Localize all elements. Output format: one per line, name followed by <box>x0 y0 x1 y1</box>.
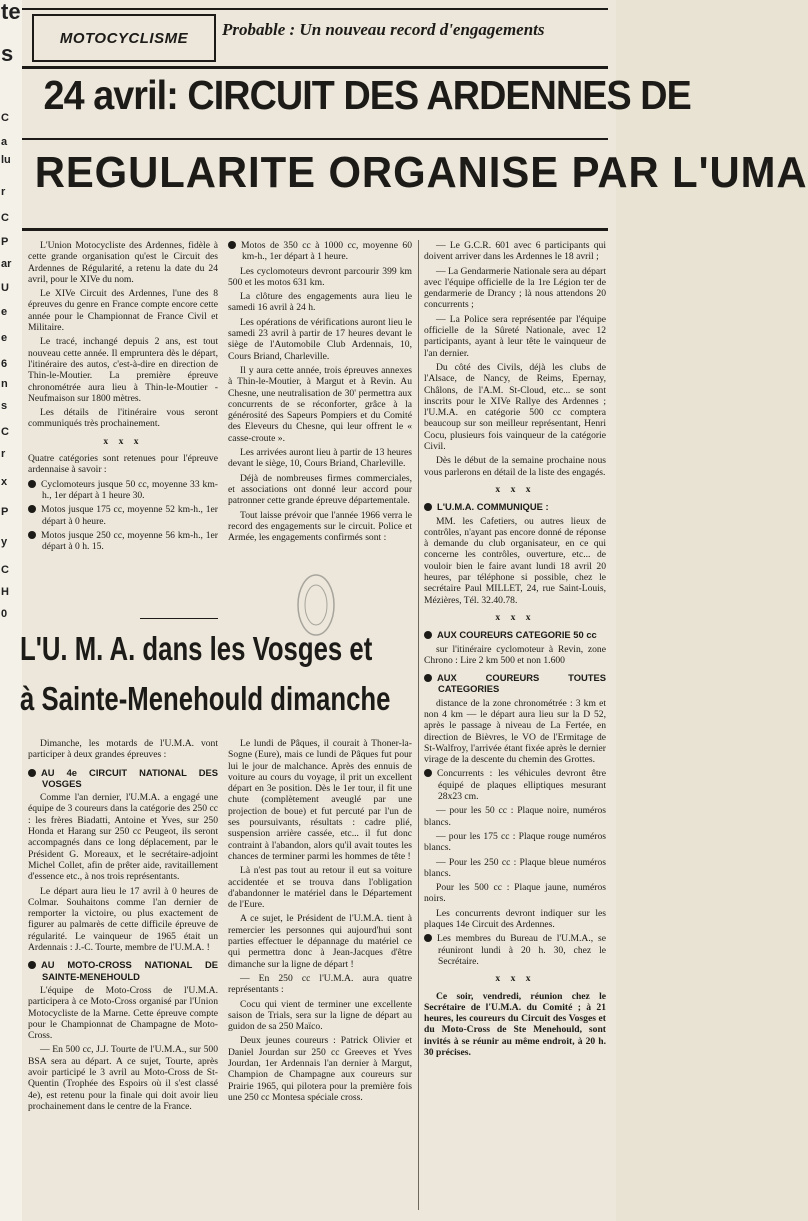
bullet-icon <box>28 480 36 488</box>
headline-rule-mid <box>22 138 608 140</box>
bullet-icon <box>28 769 36 777</box>
paragraph: — Le G.C.R. 601 avec 6 participants qui doivent arriver dans les Ardennes le 18 avril ; <box>424 240 606 263</box>
paragraph: — En 250 cc l'U.M.A. aura quatre représentants : <box>228 972 412 996</box>
paragraph: Dès le début de la semaine prochaine nous vous parlerons en détail de la liste des engagés. <box>424 455 606 478</box>
separator-stars: x x x <box>495 483 535 495</box>
bullet-icon <box>228 241 236 249</box>
paragraph: Dimanche, les motards de l'U.M.A. vont participer à deux grandes épreuves : <box>28 738 218 761</box>
paragraph: La clôture des engagements aura lieu le samedi 16 avril à 24 h. <box>228 291 412 314</box>
paragraph: Les cyclomoteurs devront parcourir 399 km 500 et les motos 631 km. <box>228 265 412 288</box>
paragraph: Le départ aura lieu le 17 avril à 0 heures de Colmar. Souhaitons comme l'an dernier de remporter la victoire, ou plus exactement de figurer au palmarès de cette difficile épreuve de régularité. Le vainqueur de 1965 était un Ardennais : J.-C. Tourte, membre de l'U.M.A. ! <box>28 885 218 954</box>
paragraph: Les membres du Bureau de l'U.M.A., se réuniront lundi à 20 h. 30, chez le Secrétaire. <box>424 933 606 967</box>
top-rule <box>22 8 608 10</box>
subheading: AU 4e CIRCUIT NATIONAL DES VOSGES <box>28 767 218 790</box>
category-item: Motos jusque 250 cc, moyenne 56 km-h., 1er départ à 0 h. 15. <box>28 530 218 553</box>
main-headline-line2: REGULARITE ORGANISE PAR L'UMA <box>34 148 808 197</box>
paragraph: Concurrents : les véhicules devront être équipé de plaques elliptiques mesurant 28x23 cm. <box>424 768 606 802</box>
bullet-icon <box>424 934 432 942</box>
communique-title: L'U.M.A. COMMUNIQUE : <box>424 501 606 512</box>
separator-stars: x x x <box>495 611 535 623</box>
paragraph: distance de la zone chronométrée : 3 km et non 4 km — le départ aura lieu sur la D 52, après le passage à niveau de La Fertée, en direction de Bièvres, le VO de l'Ermitage de St-Walfroy, l'arrivée étant fixée après le dernier virage de la descente du chemin des Grottes. <box>424 697 606 766</box>
subheading: AU MOTO-CROSS NATIONAL DE SAINTE-MENEHOULD <box>28 959 218 982</box>
article1-column1 <box>28 240 218 555</box>
paragraph: Comme l'an dernier, l'U.M.A. a engagé une équipe de 3 coureurs dans la catégorie des 250 cc : les frères Biadatti, Antoine et Yves, sur 250 Honda et Harang sur 250 cc Peugeot, ils seront accompagnés dans ce long déplacement, par le Président G. Moreaux, et le secrétaire-adjoint Michel Collet, afin de prêter aide, ravitaillement d'essence etc., à nos trois représentants. <box>28 792 218 883</box>
final-notice: Ce soir, vendredi, réunion chez le Secrétaire de l'U.M.A. du Comité ; à 21 heures, les coureurs du Circuit des Vosges et du Moto-Cross de Ste Menehould, sont invités à se réunir au même endroit, à 20 h. 30 précises. <box>424 990 606 1058</box>
section-tag: MOTOCYCLISME <box>32 14 216 62</box>
paragraph: Le tracé, inchangé depuis 2 ans, est tout nouveau cette année. Il empruntera dès le départ, l'itinéraire des autos, c'est-à-dire en direction de Thin-le-Moutier. La première épreuve chronométrée aura lieu à Thin-le-Moutier - Neufmaison sur 1800 mètres. <box>28 336 218 404</box>
subheading: AUX COUREURS CATEGORIE 50 cc <box>424 629 606 640</box>
paragraph: Pour les 500 cc : Plaque jaune, numéros noirs. <box>424 882 606 905</box>
paragraph: — La Police sera représentée par l'équipe officielle de la Sûreté Nationale, avec 12 participants, ayant à leur tête le vainqueur de l'an dernier. <box>424 313 606 359</box>
paragraph: — Pour les 250 cc : Plaque bleue numéros blancs. <box>424 856 606 879</box>
headline-rule-bottom <box>22 228 608 231</box>
headline-rule-top <box>22 66 608 69</box>
paragraph: A ce sujet, le Président de l'U.M.A. tient à remercier les personnes qui aujourd'hui sont parties effectuer le dépannage du matériel ce qui permettra donc à Jean-Jacques d'être dimanche sur la ligne de départ ! <box>228 913 412 970</box>
paragraph: — pour les 175 cc : Plaque rouge numéros blancs. <box>424 830 606 854</box>
paragraph: Les détails de l'itinéraire vous seront communiqués très prochainement. <box>28 407 218 430</box>
paragraph: Les arrivées auront lieu à partir de 13 heures devant le siège, 10, Cours Briand, Charleville. <box>228 447 412 470</box>
paragraph: L'équipe de Moto-Cross de l'U.M.A. participera à ce Moto-Cross organisé par l'Union Motocycliste de la Marne. Cette épreuve compte pour le Championnat de Champagne de Moto-Cross. <box>28 984 218 1042</box>
paragraph: Déjà de nombreuses firmes commerciales, et associations ont donné leur accord pour patronner cette grande épreuve départementale. <box>228 472 412 507</box>
category-item: Motos jusque 175 cc, moyenne 52 km-h., 1er départ à 0 heure. <box>28 504 218 527</box>
paragraph: — pour les 50 cc : Plaque noire, numéros blancs. <box>424 805 606 828</box>
bullet-icon <box>424 631 432 639</box>
paragraph: Là n'est pas tout au retour il eut sa voiture accidentée et se trouva dans l'obligation d'abandonner le matériel dans le Département de l'Eure. <box>228 865 412 911</box>
paragraph: Il y aura cette année, trois épreuves annexes à Thin-le-Moutier, à Margut et à Revin. Au Chesne, une neutralisation de 30' permettra aux concurrents de se réconforter, grâce à la générosité des Sapeurs Pompiers et du Comité des Eleveurs du Chesne, qui leur offrent le « casse-croute ». <box>228 364 412 444</box>
paragraph: Le XIVe Circuit des Ardennes, l'une des 8 épreuves du genre en France compte encore cette année pour le Championnat de France Civil et Militaire. <box>28 288 218 334</box>
paragraph: Cocu qui vient de terminer une excellente saison de Trials, sera sur la ligne de départ au guidon de sa 250 Maïco. <box>228 998 412 1033</box>
article2-column2 <box>228 738 412 1106</box>
paragraph: L'Union Motocycliste des Ardennes, fidèle à cette grande organisation qu'est le Circuit des Ardennes de Régularité, a retenu la date du 24 avril, pour le XIVe du nom. <box>28 240 218 285</box>
second-headline-line2: à Sainte-Menehould dimanche <box>20 680 391 717</box>
paragraph: Du côté des Civils, déjà les clubs de l'Alsace, de Nancy, de Reims, Epernay, Châlons, de l'A.M. St-Cloud, etc... se sont inscrits pour le XIVe Rallye des Ardennes ; l'U.M.A. en catégorie 500 cc comptera beaucoup sur son meilleur représentant, Henri Cocu, plusieurs fois vainqueur de la catégorie Civil. <box>424 361 606 453</box>
bullet-icon <box>424 674 432 682</box>
kicker-line: Probable : Un nouveau record d'engagements <box>222 20 545 39</box>
article2-column1 <box>28 738 218 1115</box>
article-separator <box>140 618 218 619</box>
article1-column3 <box>424 240 606 1061</box>
paragraph: Les opérations de vérifications auront lieu le samedi 23 avril à partir de 17 heures devant le siège de l'Automobile Club Ardennais, 10, Cours Briand, Charleville. <box>228 316 412 362</box>
bullet-icon <box>424 503 432 511</box>
paragraph: Deux jeunes coureurs : Patrick Olivier et Daniel Jourdan sur 250 cc Greeves et Yves Jourdan, 1er Ardennais l'an dernier à Margut, Champion de Champagne aux coureurs sur Prairie 1965, qui pilotera pour la première fois une 250 cc Montesa spéciale cross. <box>228 1035 412 1103</box>
category-item: Cyclomoteurs jusque 50 cc, moyenne 33 km-h., 1er départ à 1 heure 30. <box>28 479 218 502</box>
bullet-icon <box>28 531 36 539</box>
article1-column2 <box>228 240 412 546</box>
paragraph: Tout laisse prévoir que l'année 1966 verra le record des engagements sur le circuit. Police et Armée, les engagements confirmés sont : <box>228 509 412 544</box>
categories-intro: Quatre catégories sont retenues pour l'épreuve ardennaise à savoir : <box>28 453 218 476</box>
paragraph: Le lundi de Pâques, il courait à Thoner-la-Sogne (Eure), mais ce lundi de Pâques fut pour lui le jour de malchance. Après des ennuis de voiture au cours du voyage, il prit un excellent départ en 3e position. Dès le 1er tour, il fit une chute (complètement aveuglé par une projection de boue) et fut percuté par l'un de ses poursuivants, résultats : cadre plié, suspension arrière cassée, etc... il fut donc contraint à l'abandon, alors qu'il avait toutes les chances de terminer parmi les hommes de tête ! <box>228 738 412 862</box>
paragraph: Les concurrents devront indiquer sur les plaques 14e Circuit des Ardennes. <box>424 907 606 931</box>
bullet-icon <box>424 769 432 777</box>
separator-stars: x x x <box>495 973 535 985</box>
paragraph: — En 500 cc, J.J. Tourte de l'U.M.A., sur 500 BSA sera au départ. A ce sujet, Tourte, après avoir participé le 3 avril au Moto-Cross de St-Quentin (Trophée des Espoirs où il s'est classé 4e), est retenu pour la finale qui doit avoir lieu prochainement dans le centre de la France. <box>28 1044 218 1112</box>
category-item: Motos de 350 cc à 1000 cc, moyenne 60 km-h., 1er départ à 1 heure. <box>228 240 412 263</box>
separator-stars: x x x <box>103 435 143 447</box>
main-headline-line1: 24 avril: CIRCUIT DES ARDENNES DE <box>43 72 691 118</box>
second-headline-line1: L'U. M. A. dans les Vosges et <box>20 630 373 667</box>
paragraph: — La Gendarmerie Nationale sera au départ avec l'équipe officielle de la 1re Légion ter de gendarmerie de Drancy ; là nous attendons 20 concurrents ; <box>424 265 606 311</box>
adjacent-column-fragment: te s C a lu r C P ar U e e 6 n s C r x P y C H 0 <box>0 0 22 1221</box>
paragraph: MM. les Cafetiers, ou autres lieux de contrôles, n'ayant pas encore donné de réponse à demande du club organisateur, en ce qui concerne les contrôles, ouverture, etc... de vouloir bien le faire avant lundi 18 avril 20 heures, par téléphone si possible, chez le secrétaire Paul MILLET, 24, rue Saint-Louis, Mézières, Tél. 32.40.78. <box>424 515 606 606</box>
paragraph: sur l'itinéraire cyclomoteur à Revin, zone Chrono : Lire 2 km 500 et non 1.600 <box>424 643 606 666</box>
bullet-icon <box>28 505 36 513</box>
column-divider <box>418 240 419 1210</box>
bullet-icon <box>28 961 36 969</box>
subheading: AUX COUREURS TOUTES CATEGORIES <box>424 672 606 695</box>
